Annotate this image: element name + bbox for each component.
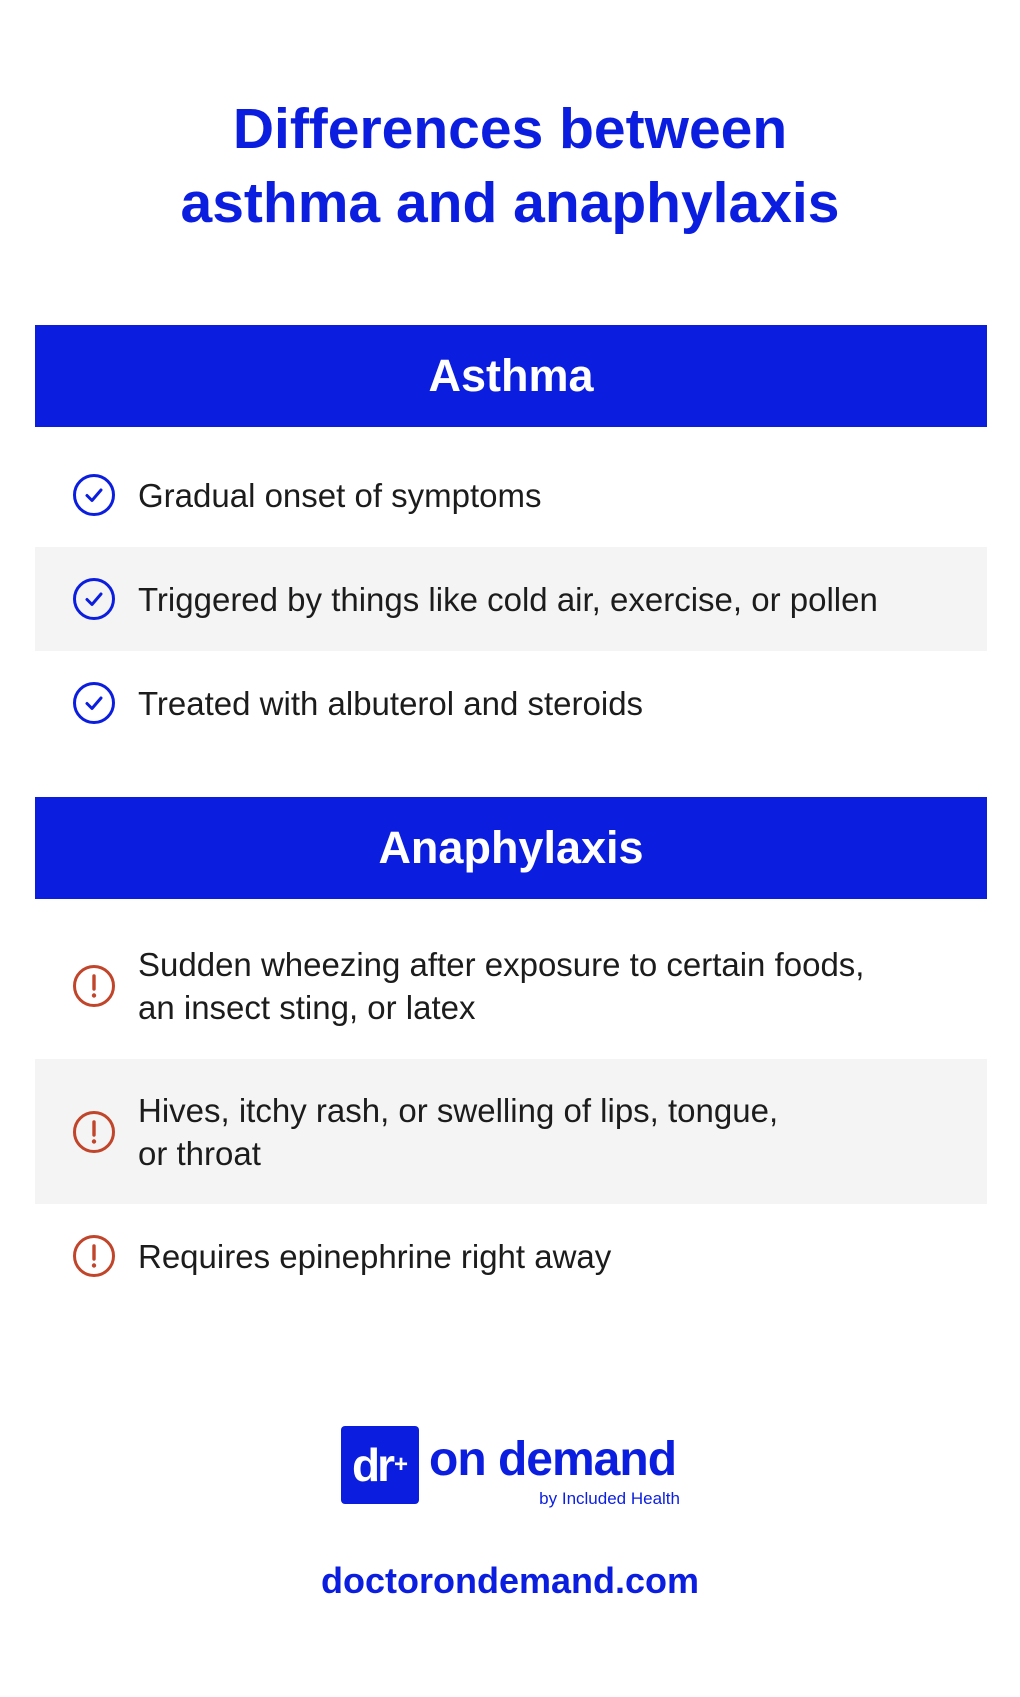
check-circle-icon: [72, 681, 116, 725]
anaphylaxis-heading: Anaphylaxis: [378, 822, 644, 873]
page-title-line-1: Differences between: [232, 97, 788, 161]
asthma-section-header: [35, 325, 987, 427]
list-item: [35, 443, 987, 547]
website-url: doctorondemand.com: [320, 1560, 700, 1601]
logo-name: on demand: [429, 1433, 677, 1486]
alert-circle-icon: [72, 1234, 116, 1278]
list-item-text: Sudden wheezing after exposure to certain foods, an insect sting, or latex: [138, 946, 865, 1026]
page-title-line-2: asthma and anaphylaxis: [180, 171, 840, 235]
check-circle-icon: [72, 473, 116, 517]
list-item: [35, 651, 987, 755]
list-item-text: Gradual onset of symptoms: [138, 476, 542, 514]
logo-byline: by Included Health: [539, 1489, 680, 1508]
alert-circle-icon: [72, 1110, 116, 1154]
page-title: [0, 92, 1020, 240]
list-item-text: Requires epinephrine right away: [138, 1237, 612, 1275]
list-item-text: Treated with albuterol and steroids: [138, 684, 644, 722]
brand-logo: [341, 1426, 686, 1512]
list-item: [35, 547, 987, 651]
asthma-heading: Asthma: [428, 350, 594, 401]
anaphylaxis-section-header: [35, 797, 987, 899]
list-item-text: Hives, itchy rash, or swelling of lips, tongue, or throat: [138, 1091, 779, 1172]
logo-mark: dr +: [341, 1426, 419, 1504]
list-item: [35, 1059, 987, 1204]
check-circle-icon: [72, 577, 116, 621]
list-item: [35, 913, 987, 1059]
list-item: [35, 1204, 987, 1308]
list-item-text: Triggered by things like cold air, exercise, or pollen: [138, 580, 878, 618]
alert-circle-icon: [72, 964, 116, 1008]
